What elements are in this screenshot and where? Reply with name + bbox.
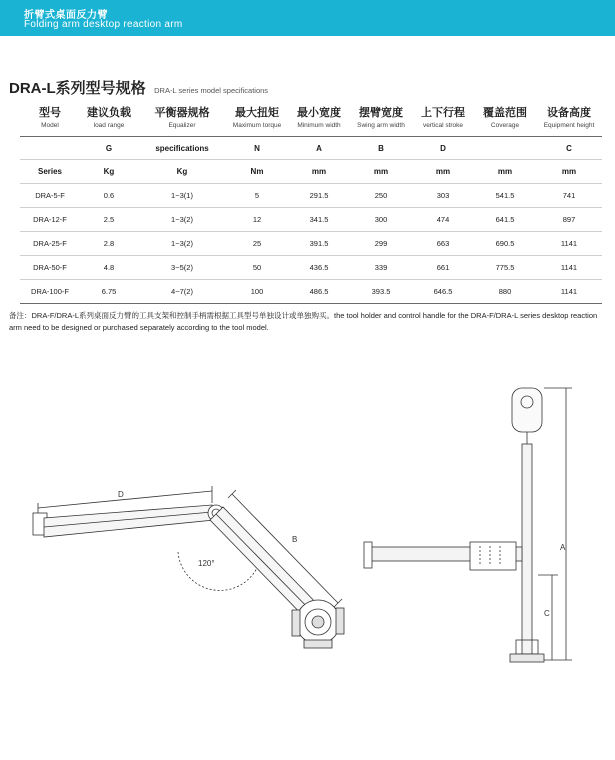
symbol-cell [20, 137, 80, 160]
dimension-d-label: D [118, 490, 124, 499]
table-cell: 690.5 [474, 232, 536, 256]
header-zh: 设备高度 [547, 106, 591, 119]
header-zh: 最大扭矩 [235, 106, 279, 119]
table-row [20, 208, 602, 232]
table-cell: 299 [350, 232, 412, 256]
header-cell [412, 100, 474, 137]
table-header-row [20, 100, 602, 137]
symbol-row [20, 137, 602, 160]
table-cell: 641.5 [474, 208, 536, 232]
dimension-a-label: A [560, 543, 566, 552]
table-cell: 741 [536, 184, 602, 208]
remark-note: 备注：DRA-F/DRA-L系列桌面反力臂的工具支架和控制手柄需根据工具型号单独设计或单独购买。the tool holder and control handle for the DRA-F/DRA-L series desktop reaction arm need to be designed or purchased separately according to the tool model. [9, 311, 598, 332]
unit-cell: Nm [226, 160, 288, 184]
table-cell: 4~7(2) [138, 280, 226, 304]
table-cell: 2.8 [80, 232, 138, 256]
side-view-drawing [364, 388, 572, 662]
table-cell: 880 [474, 280, 536, 304]
header-cell [138, 100, 226, 137]
table-cell: DRA-5-F [20, 184, 80, 208]
dimension-c-label: C [544, 609, 550, 618]
header-en: Equipment height [543, 121, 595, 129]
table-cell: 303 [412, 184, 474, 208]
technical-drawing [0, 360, 615, 680]
header-zh: 平衡器规格 [154, 106, 210, 119]
section-heading [9, 77, 268, 98]
table-cell: DRA-12-F [20, 208, 80, 232]
symbol-cell: D [412, 137, 474, 160]
table-cell: DRA-50-F [20, 256, 80, 280]
header-cell [80, 100, 138, 137]
table-row [20, 184, 602, 208]
table-cell: 6.75 [80, 280, 138, 304]
header-zh: 最小宽度 [297, 106, 341, 119]
header-zh: 建议负载 [87, 106, 131, 119]
table-cell: 1141 [536, 232, 602, 256]
unit-row [20, 160, 602, 184]
table-cell: DRA-25-F [20, 232, 80, 256]
unit-cell: Kg [80, 160, 138, 184]
header-en: Equalizer [168, 121, 196, 129]
table-cell: 391.5 [288, 232, 350, 256]
header-en: Swing arm width [357, 121, 405, 129]
symbol-cell: N [226, 137, 288, 160]
unit-cell: mm [536, 160, 602, 184]
header-cell [288, 100, 350, 137]
dimension-b-label: B [292, 535, 298, 544]
table-cell: 339 [350, 256, 412, 280]
header-cell [20, 100, 80, 137]
symbol-cell: A [288, 137, 350, 160]
header-en: Minimum width [297, 121, 341, 129]
table-cell: 4.8 [80, 256, 138, 280]
folding-arm-drawing [33, 486, 344, 648]
symbol-cell: C [536, 137, 602, 160]
table-cell: 1~3(1) [138, 184, 226, 208]
unit-cell: Kg [138, 160, 226, 184]
table-cell: 300 [350, 208, 412, 232]
unit-cell: mm [474, 160, 536, 184]
table-cell: 5 [226, 184, 288, 208]
header-cell [536, 100, 602, 137]
section-subtitle: DRA-L series model specifications [154, 86, 269, 95]
spec-table [20, 100, 602, 304]
table-cell: 250 [350, 184, 412, 208]
table-cell: 1~3(2) [138, 232, 226, 256]
header-zh: 覆盖范围 [483, 106, 527, 119]
section-title: DRA-L系列型号规格 [9, 80, 146, 97]
table-cell: 486.5 [288, 280, 350, 304]
table-cell: 2.5 [80, 208, 138, 232]
header-cell [474, 100, 536, 137]
header-zh: 上下行程 [421, 106, 465, 119]
table-cell: 775.5 [474, 256, 536, 280]
table-cell: 646.5 [412, 280, 474, 304]
symbol-cell: specifications [138, 137, 226, 160]
angle-label: 120° [198, 559, 215, 568]
table-cell: 897 [536, 208, 602, 232]
symbol-cell: G [80, 137, 138, 160]
table-cell: 1141 [536, 256, 602, 280]
table-cell: 291.5 [288, 184, 350, 208]
header-en: Coverage [490, 121, 520, 129]
table-cell: 1141 [536, 280, 602, 304]
header-cell [226, 100, 288, 137]
header-cell [350, 100, 412, 137]
table-cell: 436.5 [288, 256, 350, 280]
banner-title-zh: 折臂式桌面反力臂 [24, 10, 108, 21]
header-en: Maximum torque [232, 121, 282, 129]
table-cell: 0.6 [80, 184, 138, 208]
table-cell: 12 [226, 208, 288, 232]
table-cell: 25 [226, 232, 288, 256]
table-cell: 1~3(2) [138, 208, 226, 232]
table-cell: 341.5 [288, 208, 350, 232]
unit-cell: mm [288, 160, 350, 184]
banner-title-en: Folding arm desktop reaction arm [24, 19, 183, 30]
unit-cell: mm [412, 160, 474, 184]
table-cell: DRA-100-F [20, 280, 80, 304]
header-en: vertical stroke [422, 121, 464, 129]
table-row [20, 280, 602, 304]
symbol-cell: B [350, 137, 412, 160]
table-cell: 541.5 [474, 184, 536, 208]
table-cell: 100 [226, 280, 288, 304]
table-cell: 663 [412, 232, 474, 256]
table-cell: 393.5 [350, 280, 412, 304]
header-en: Model [41, 121, 59, 129]
header-zh: 型号 [39, 106, 61, 119]
table-cell: 661 [412, 256, 474, 280]
unit-cell: mm [350, 160, 412, 184]
symbol-cell [474, 137, 536, 160]
header-zh: 摆臂宽度 [359, 106, 403, 119]
table-cell: 474 [412, 208, 474, 232]
header-banner [0, 0, 615, 36]
table-cell: 50 [226, 256, 288, 280]
unit-cell: Series [20, 160, 80, 184]
table-cell: 3~5(2) [138, 256, 226, 280]
table-row [20, 256, 602, 280]
table-row [20, 232, 602, 256]
header-en: load range [93, 121, 125, 129]
